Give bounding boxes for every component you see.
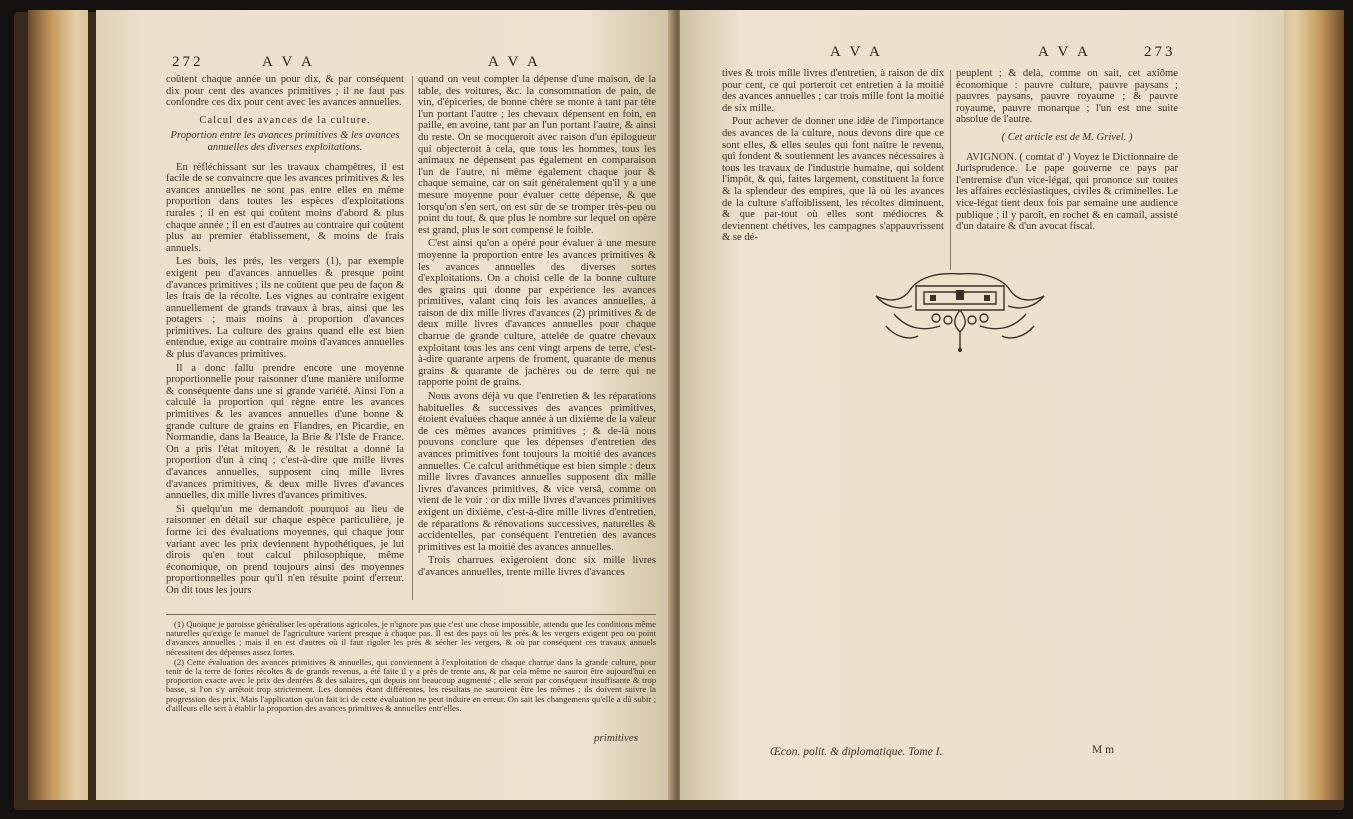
paragraph: AVIGNON. ( comtat d' ) Voyez le Dictionnaire de Jurisprudence. Le pape gouverne ce pays par l'entremise d'un vice-légat, qui prononce sur toutes les affaires ecclésiastiques, civiles & criminelles. Le vice-légat tient deux fois par semaine une audience publique ; il y paroît, en rochet & en camail, assisté d'un dataire & d'un avocat fiscal. (956, 151, 1178, 233)
column-divider (412, 76, 413, 600)
section-heading: Calcul des avances de la culture. (199, 114, 371, 126)
paragraph: C'est ainsi qu'on a opéré pour évaluer à une mesure moyenne la proportion entre les avances primitives & les avances annuelles des diverses sortes d'exploitations. On a choisi celle de la bonne culture des grains qui donne par expérience les avances primitives, valant cinq fois les avances annuelles, à raison de dix mille livres d'avances (2) primitives & de deux mille livres d'avances annuelles pour chaque charrue de grande culture, attelée de quatre chevaux exploitant tous les ans cent vingt arpens de terre, c'est-à-dire quarante arpens de froment, quarante de menus grains & quarante de jachères ou de terre qui ne rapporte point de grains. (418, 238, 656, 389)
paragraph: quand on veut compter la dépense d'une maison, de la table, des voitures, &c. la consommation de pain, de vin, d'épiceries, de bonne chère se monte à tant par tête l'un portant l'autre ; les chevaux dépensent en foin, en paille, en avoine, tant par an l'un portant l'autre, & ainsi du reste. On se mocqueroit avec raison d'un épilogueur qui objecteroit à cela, que tous les hommes, tous les animaux ne dépensent pas également en comparaison l'un de l'autre, ni même également chaque jour & chaque semaine, car on sait généralement qu'il y a une mesure moyenne pour évaluer cette dépense, & que lorsqu'on s'en sert, on est sûr de se tromper très-peu ou point du tout, & que plus le nombre sur lequel on opère est grand, plus le sort compensé le foible. (418, 74, 656, 236)
footnote-2: (2) Cette évaluation des avances primitives & annuelles, qui conviennent à l'exploitation de chaque charrue dans la grande culture, pour tenir de la terre de fortes récoltes & de grands revenus, a été faite il y a près de trente ans, & par cela même ne sauroit être aujourd'hui en proportion exacte avec le prix des denrées & des salaires, qui depuis ont beaucoup augmenté ; elle seroit par conséquent insuffisante & trop basse, si l'on s'y arrêtoit trop strictement. Les données étant différentes, les résultats ne sauroient être les mêmes ; ils doivent suivre la progression des prix. Mais l'application qu'on fait ici de cette évaluation ne peut induire en erreur. On sait les changemens qu'elle a dû subir ; d'ailleurs elle sert à établir la proportion des avances primitives & annuelles entr'elles. (166, 656, 656, 713)
page-number-left: 272 (172, 54, 204, 70)
running-head-center: A V A (488, 54, 541, 70)
paragraph: Trois charrues exigeroient donc six mille livres d'avances annuelles, trente mille livres d'avances (418, 555, 656, 578)
ornament-scroll (960, 274, 1044, 308)
ornament-tailpiece (866, 266, 1054, 352)
catchword: primitives (594, 732, 638, 744)
footnote-1: (1) Quoique je paroisse généraliser les opérations agricoles, je n'ignore pas que c'est une chose impossible, attendu que les conditions même naturelles qu'exige le manuel de l'agriculture varient presque à chaque pas. Il est des pays où les prés & les vergers exigent peu ou point d'avances annuelles ; mais il en est d'autres où il faut rigoler les prés & sécher les vergers, & où par conséquent ces travaux annuels nécessitent des dépenses assez fortes. (166, 619, 656, 657)
paragraph: Si quelqu'un me demandoit pourquoi au lieu de raisonner en détail sur chaque espèce particulière, je forme ici des évaluations moyennes, qui chaque jour variant avec les prix deviennent hypothétiques, je lui dirois qu'en tout calcul philosophique, même économique, on prend toujours ainsi des moyennes proportionnelles pour qu'il n'en résulte point d'erreur. On dit tous les jours (166, 503, 404, 596)
left-page-column-1 (166, 74, 404, 599)
paragraph: En réfléchissant sur les travaux champêtres, il est facile de se convaincre que les avances primitives & les avances annuelles ne sont pas entre elles en même proportion dans toutes les espèces d'exploitations rurales ; il en est qui coûtent moins d'abord & plus chaque année ; il en est d'autres au contraire qui coûtent plus au premier établissement, & moins de frais annuels. (166, 161, 404, 254)
paragraph: Pour achever de donner une idée de l'importance des avances de la culture, nous devons dire que ce sont elles, & elles seules qui font naître le revenu, qui fondent & soutiennent les avances nécessaires à tous les travaux de l'industrie humaine, qui soldent l'impôt, & qui, faites largement, constituent la force & la splendeur des empires, que là où les avances de la culture s'affoiblissent, les récoltes diminuent, & que par-tout où elles sont médiocres & deviennent chétives, les campagnes s'appauvrissent & se dé- (722, 116, 944, 244)
right-page (680, 10, 1284, 800)
left-page-column-2 (418, 74, 656, 581)
running-head-left: A V A (262, 54, 315, 70)
right-page-column-2 (956, 68, 1178, 235)
left-page-edges (28, 10, 88, 800)
page-number-right: 273 (1144, 44, 1176, 60)
paragraph: Les bois, les prés, les vergers (1), par exemple exigent peu d'avances annuelles & presque point d'avances primitives ; ils ne coûtent que peu de façon & les frais de la récolte. Les vignes au contraire exigent annuellement de grands travaux à bras, ainsi que les potagers ; mais moins à proportion d'avances primitives. La culture des grains quand elle est bien entendue, exige au contraire moins d'avances annuelles & plus d'avances primitives. (166, 256, 404, 361)
footnotes (166, 620, 656, 714)
left-page (96, 10, 674, 800)
footer-title: Œcon. polit. & diplomatique. Tome I. (770, 746, 943, 758)
paragraph: Il a donc fallu prendre encore une moyenne proportionnelle pour raisonner d'une manière uniforme & conséquente dans une si grande variété. Ainsi l'on a calculé la proportion qui règne entre les avances primitives & les avances annuelles d'une bonne & grande culture de grains en Flandres, en Picardie, en Normandie, dans la Beauce, la Brie & l'Isle de France. On a pris l'état mitoyen, & le résultat a donné la proportion d'un à cinq ; c'est-à-dire que mille livres d'avances annuelles, supposent cinq mille livres d'avances primitives, & deux mille livres d'avances annuelles, dix mille livres d'avances primitives. (166, 362, 404, 502)
footnote-rule (166, 614, 656, 615)
right-page-column-1 (722, 68, 944, 246)
running-head-right: A V A (1038, 44, 1091, 60)
paragraph: peuplent ; & delà, comme on sait, cet axiôme économique : pauvre culture, pauvre paysans ; pauvres paysans, pauvre royaume ; & pauvre royaume, pauvre monarque ; l'un est une suite absolue de l'autre. (956, 68, 1178, 126)
paragraph: tives & trois mille livres d'entretien, à raison de dix pour cent, ce qui porteroit cet entretien à la moitié des avances annuelles ; car trois mille font la moitié de six mille. (722, 68, 944, 114)
column-divider (950, 70, 951, 270)
signature-mark: M m (1092, 744, 1115, 756)
ornament-scroll (876, 274, 960, 308)
paragraph: Nous avons déjà vu que l'entretien & les réparations habituelles & successives des avances primitives, étoient évaluées chaque année à un dixième de la valeur de ces mêmes avances primitives ; & de-là nous pouvons conclure que les dépenses d'entretien des avances primitives font toujours la moitié des avances annuelles. Ce calcul arithmétique est bien simple : deux mille livres d'avances annuelles supposent dix mille livres d'avances primitives, & vice versâ, comme on vient de le voir : or dix mille livres d'avances primitives exigent un dixième, c'est-à-dire mille livres d'entretien, de réparations & rénovations successives, naturelles & accidentelles, par conséquent l'entretien des avances primitives est la moitié des avances annuelles. (418, 391, 656, 553)
section-subheading: Proportion entre les avances primitives & les avances annuelles des diverses exploitations. (170, 130, 400, 153)
right-page-edges (1284, 10, 1344, 800)
article-signature: ( Cet article est de M. Grivel. ) (1001, 131, 1133, 143)
paragraph: coûtent chaque année un pour dix, & par conséquent dix pour cent des avances primitives ; il ne faut pas confondre ces dix pour cent avec les avances annuelles. (166, 74, 404, 109)
running-head-left: A V A (830, 44, 883, 60)
